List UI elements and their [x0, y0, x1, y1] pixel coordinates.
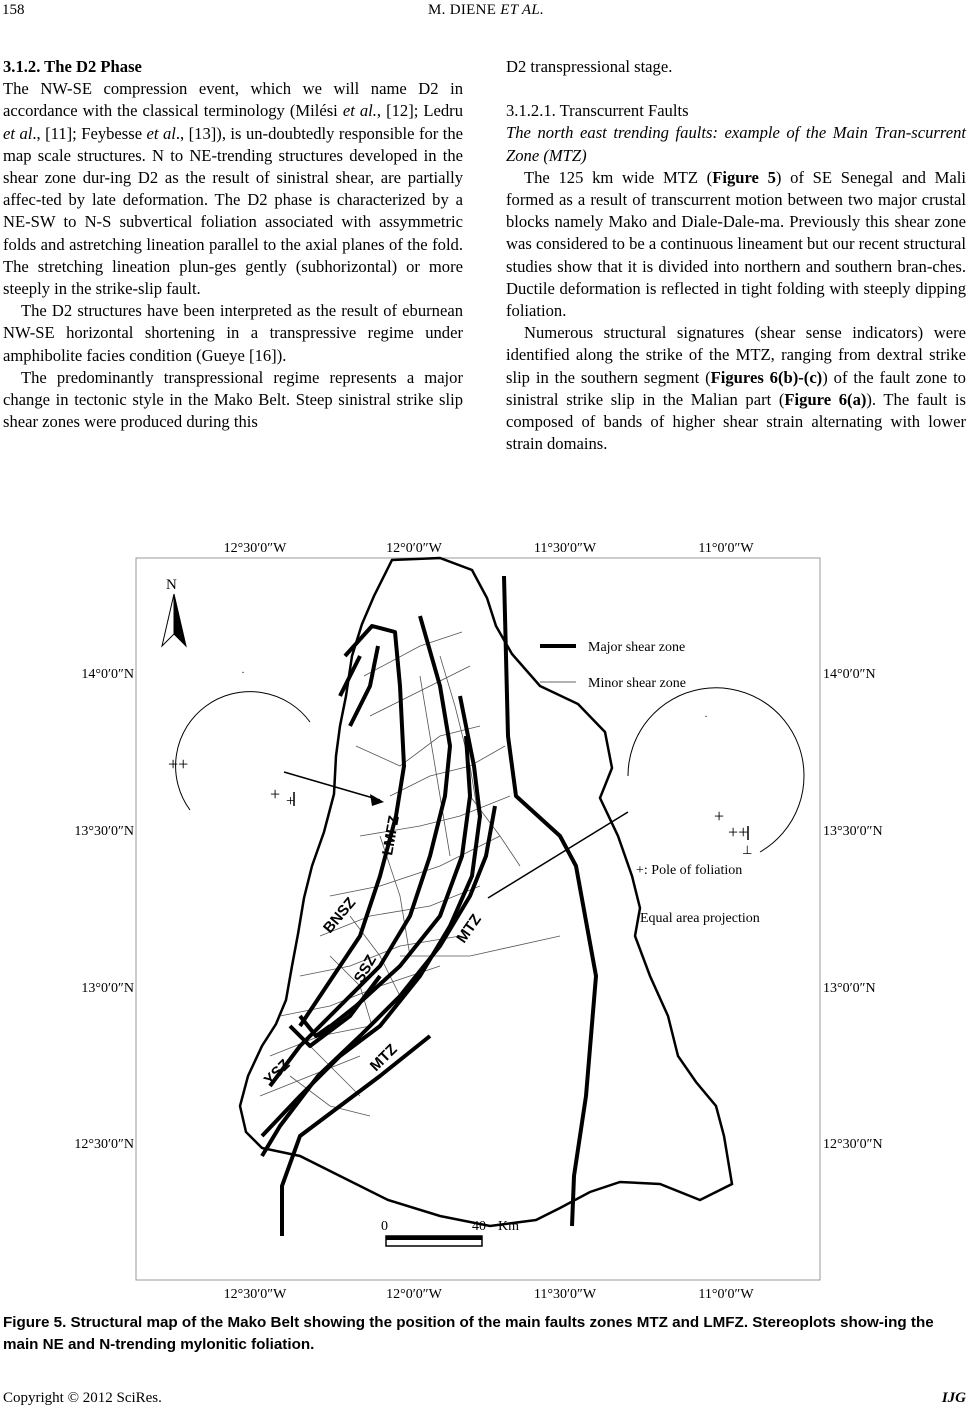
- lon-label-bottom-4: 11°0′0″W: [698, 1287, 754, 1302]
- projection-label: Equal area projection: [640, 911, 760, 926]
- svg-text:++: ++: [728, 822, 749, 842]
- scale-forty: 40: [472, 1219, 486, 1234]
- svg-text:+: +: [270, 784, 281, 804]
- svg-text:+: +: [714, 806, 725, 826]
- footer-journal: IJG: [941, 1390, 966, 1406]
- paragraph-transpression: The predominantly transpressional regime represents a major change in tectonic style in the Mako Belt. Steep sinistral strike slip shear zones were produced during this: [3, 367, 463, 432]
- lon-label-top-1: 12°30′0″W: [223, 541, 287, 556]
- stereoplot-right: [488, 688, 804, 926]
- lon-label-bottom-1: 12°30′0″W: [223, 1287, 287, 1302]
- left-column: [3, 56, 463, 433]
- zone-label-mtz-south: MTZ: [366, 1041, 401, 1075]
- paragraph-mtz: The 125 km wide MTZ (Figure 5) of SE Senegal and Mali formed as a result of transcurrent motion between two major crustal blocks namely Mako and Diale-Dale-ma. Previously this shear zone was considered to be a continuous lineament but our recent structural studies show that it is divided into northern and southern bran-ches. Ductile deformation is reflected in tight folding with steeply dipping foliation.: [506, 167, 966, 321]
- stereoplot-left: [168, 668, 384, 810]
- italic-subheading: The north east trending faults: example of the Main Tran-scurrent Zone (MTZ): [506, 123, 966, 165]
- lat-label-left-1: 14°0′0″N: [81, 667, 134, 682]
- lon-label-bottom-3: 11°30′0″W: [533, 1287, 597, 1302]
- svg-text:·: ·: [241, 668, 245, 679]
- lon-label-top-3: 11°30′0″W: [533, 541, 597, 556]
- lat-label-left-2: 13°30′0″N: [74, 824, 134, 839]
- structural-map: [0, 536, 972, 1306]
- legend-major-label: Major shear zone: [588, 640, 686, 655]
- zone-label-ysz: YSZ: [260, 1056, 294, 1089]
- section-heading: 3.1.2. The D2 Phase: [3, 57, 142, 76]
- zone-label-lmfz: LMFZ: [379, 814, 403, 857]
- lat-label-right-1: 14°0′0″N: [823, 667, 876, 682]
- svg-text:+: +: [286, 793, 296, 810]
- lat-label-right-2: 13°30′0″N: [823, 824, 883, 839]
- lat-label-right-3: 13°0′0″N: [823, 981, 876, 996]
- lat-label-left-3: 13°0′0″N: [81, 981, 134, 996]
- scale-unit: Km: [498, 1219, 519, 1234]
- running-header: [0, 2, 972, 19]
- zone-label-bnsz: BNSZ: [320, 894, 360, 937]
- paragraph-continuation: D2 transpressional stage.: [506, 57, 673, 76]
- figure-5-map: [0, 536, 972, 1306]
- subsection-heading: 3.1.2.1. Transcurrent Faults: [506, 101, 689, 121]
- paragraph-d2-intro: The NW-SE compression event, which we will name D2 in accordance with the classical terminology (Milési et al., [12]; Ledru et al., [11]; Feybesse et al., [13]), is un-doubtedly responsible for the map scale structures. N to NE-trending structures developed in the shear zone dur-ing D2 as the result of sinistral shear, are partially affec-ted by late deformation. The D2 phase is characterized by a NE-SW to N-S subvertical foliation associated with assymmetric folds and astretching lineation parallel to the axial planes of the fold. The stretching lineation plun-ges gently (subhorizontal) or more steeply in the strike-slip fault.: [3, 79, 464, 299]
- zone-label-ssz: SSZ: [350, 952, 381, 986]
- legend-minor-label: Minor shear zone: [588, 676, 686, 691]
- lat-label-left-4: 12°30′0″N: [74, 1137, 134, 1152]
- svg-text:⊥: ⊥: [742, 843, 753, 857]
- paragraph-d2-interpretation: The D2 structures have been interpreted as the result of eburnean NW-SE horizontal shortening in a transpressive regime under amphibolite facies condition (Gueye [16]).: [3, 301, 463, 365]
- header-author: M. DIENE: [427, 2, 497, 18]
- page-number: 158: [2, 2, 25, 18]
- figure-caption: Figure 5. Structural map of the Mako Belt showing the position of the main faults zones MTZ and LMFZ. Stereoplots show-ing the main NE and N-trending mylonitic foliation.: [3, 1314, 934, 1353]
- svg-text:++: ++: [168, 754, 189, 774]
- zone-label-mtz-north: MTZ: [453, 911, 485, 947]
- north-arrow-icon: [162, 577, 186, 646]
- lat-label-right-4: 12°30′0″N: [823, 1137, 883, 1152]
- scale-bar: [381, 1219, 519, 1246]
- scale-zero: 0: [381, 1219, 388, 1234]
- svg-text:·: ·: [704, 712, 708, 723]
- pole-of-foliation-label: +: Pole of foliation: [636, 863, 743, 878]
- lon-label-bottom-2: 12°0′0″W: [386, 1287, 442, 1302]
- lon-label-top-2: 12°0′0″W: [386, 541, 442, 556]
- map-legend: [540, 640, 686, 691]
- svg-text:N: N: [166, 577, 177, 593]
- footer-copyright: Copyright © 2012 SciRes.: [3, 1390, 162, 1406]
- header-etal: ET AL.: [500, 2, 545, 18]
- right-column: [506, 56, 966, 455]
- paragraph-structural-signatures: Numerous structural signatures (shear sense indicators) were identified along the strike of the MTZ, ranging from dextral strike slip in the southern segment (Figures 6(b)-(c)) of the fault zone to sinistral strike slip in the Malian part (Figure 6(a)). The fault is composed of bands of higher shear strain alternating with lower strain domains.: [506, 323, 966, 454]
- stereoplot-left-pointer: [284, 772, 380, 800]
- lon-label-top-4: 11°0′0″W: [698, 541, 754, 556]
- stereoplot-right-pointer: [488, 812, 628, 898]
